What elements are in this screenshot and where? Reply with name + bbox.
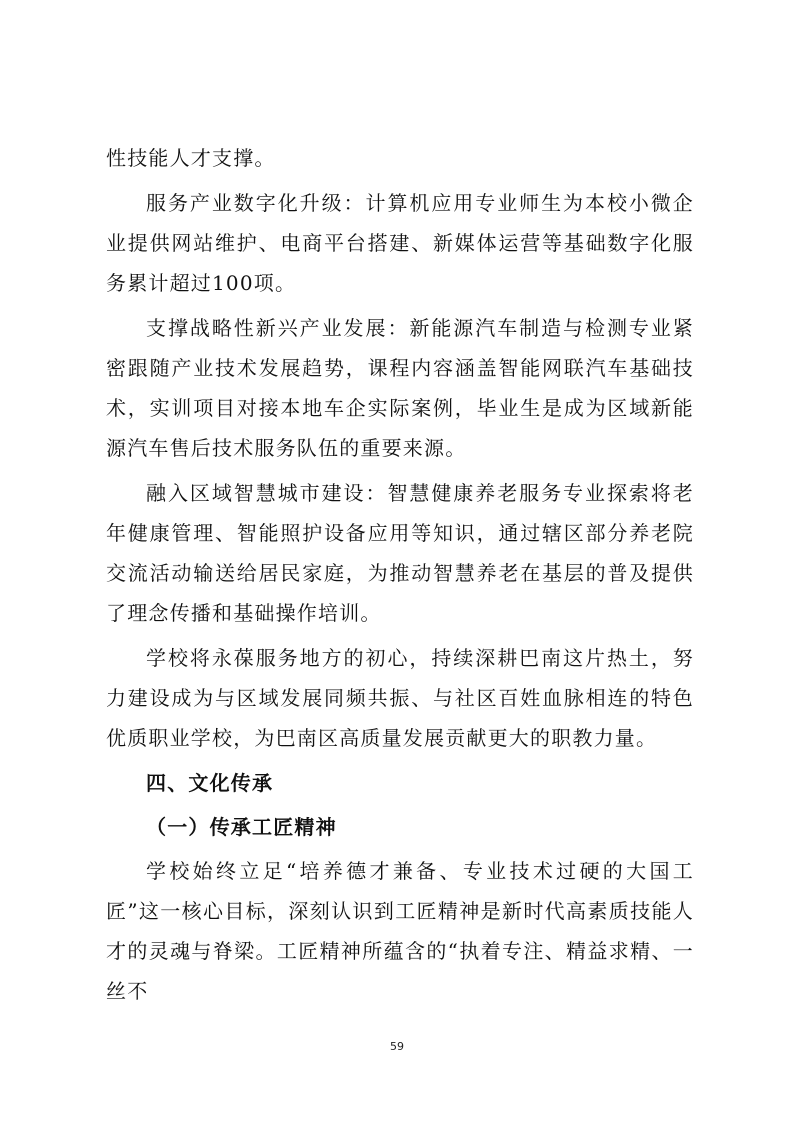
paragraph-digital-upgrade: 服务产业数字化升级：计算机应用专业师生为本校小微企业提供网站维护、电商平台搭建、新媒体运营等基础数字化服务累计超过100项。 [106, 191, 694, 295]
body-text [106, 138, 694, 1016]
paragraph-craftsman-spirit: 学校始终立足“培养德才兼备、专业技术过硬的大国工匠”这一核心目标，深刻认识到工匠精神是新时代高素质技能人才的灵魂与脊梁。工匠精神所蕴含的“执着专注、精益求精、一丝不 [106, 859, 694, 1003]
paragraph-smart-city: 融入区域智慧城市建设：智慧健康养老服务专业探索将老年健康管理、智能照护设备应用等知识，通过辖区部分养老院交流活动输送给居民家庭，为推动智慧养老在基层的普及提供了理念传播和基础操作培训。 [106, 481, 694, 625]
paragraph-continuation: 性技能人才支撑。 [106, 146, 276, 170]
paragraph-school-commitment: 学校将永葆服务地方的初心，持续深耕巴南这片热土，努力建设成为与区域发展同频共振、与社区百姓血脉相连的特色优质职业学校，为巴南区高质量发展贡献更大的职教力量。 [106, 646, 694, 750]
section-heading: 四、文化传承 [146, 771, 274, 795]
paragraph-emerging-industry: 支撑战略性新兴产业发展：新能源汽车制造与检测专业紧密跟随产业技术发展趋势，课程内容涵盖智能网联汽车基础技术，实训项目对接本地车企实际案例，毕业生是成为区域新能源汽车售后技术服务队伍的重要来源。 [106, 316, 694, 460]
page-number: 59 [390, 1040, 404, 1053]
subsection-heading: （一）传承工匠精神 [146, 815, 337, 839]
